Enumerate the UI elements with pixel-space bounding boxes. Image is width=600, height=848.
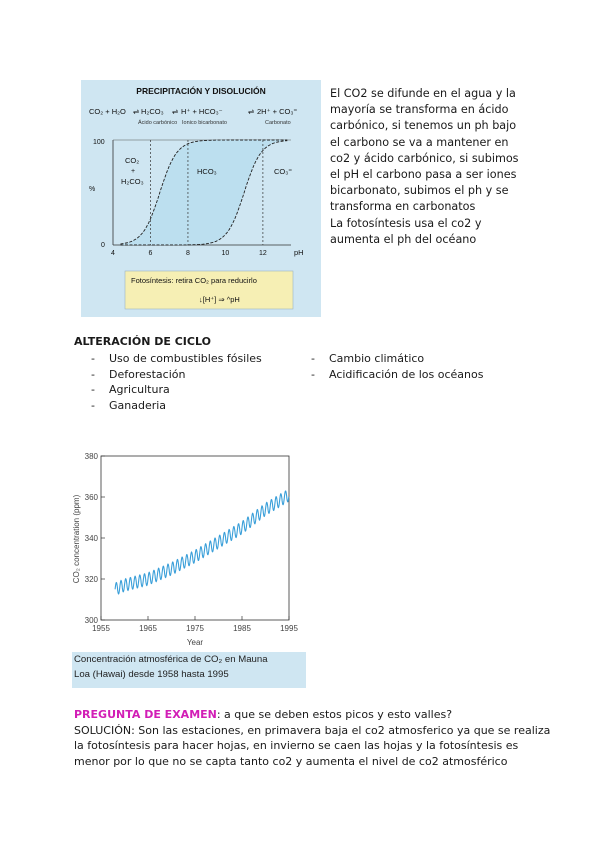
- paragraph-line: transforma en carbonatos: [330, 200, 476, 214]
- ph-tick-10: 10: [221, 250, 230, 257]
- x-tick-1975: 1975: [186, 624, 204, 633]
- y-axis-label: %: [89, 186, 96, 193]
- region-co3: CO₃⁼: [274, 167, 293, 176]
- paragraph-line: el pH el carbono pasa a ser iones: [330, 168, 517, 182]
- region-plus: +: [131, 168, 136, 175]
- paragraph-line: aumenta el ph del océano: [330, 232, 477, 246]
- label-carbonato: Carbonato: [265, 120, 291, 126]
- y-tick-380: 380: [84, 452, 98, 461]
- y-tick-360: 360: [84, 493, 98, 502]
- eq-arrow-2: ⇌: [172, 107, 179, 116]
- list-item: - Ganaderia: [91, 398, 262, 414]
- eq-arrow-3: ⇌: [248, 107, 255, 116]
- ph-tick-12: 12: [258, 250, 267, 257]
- ph-speciation-figure: [81, 80, 321, 317]
- solution-line: SOLUCIÓN: Son las estaciones, en primavera baja el co2 atmosferico ya que se realiza: [74, 723, 551, 737]
- inset-rest: retira CO₂ para reducirlo: [175, 276, 257, 285]
- y-bottom-label: 0: [101, 242, 105, 249]
- ph-tick-6: 6: [148, 250, 153, 257]
- paragraph-line: bicarbonato, subimos el ph y se: [330, 184, 509, 198]
- alteration-list-right: [311, 351, 483, 382]
- eq-arrow-1: ⇌: [133, 107, 140, 116]
- paragraph-line: co2 y ácido carbónico, si subimos: [330, 151, 519, 165]
- exam-question-text: : a que se deben estos picos y esto valles?: [216, 708, 453, 721]
- region-h2co3: H₂CO₃: [121, 177, 144, 186]
- inset-line2: ↓[H⁺] ⇒ ^pH: [199, 295, 240, 304]
- inset-prefix: Fotosíntesis:: [131, 276, 174, 285]
- ph-ticks: [111, 250, 267, 257]
- list-item: - Cambio climático: [311, 351, 483, 367]
- solution-line: la fotosíntesis para hacer hojas, en invierno se caen las hojas y la fotosíntesis es: [74, 739, 519, 753]
- paragraph-line: El CO2 se difunde en el agua y la: [330, 87, 516, 100]
- paragraph-line: carbónico, si tenemos un ph bajo: [330, 119, 517, 133]
- alteration-list-left: [91, 351, 262, 414]
- eq-h2co3: H₂CO₃: [141, 107, 164, 116]
- y-tick-340: 340: [84, 534, 98, 543]
- x-tick-1985: 1985: [233, 624, 251, 633]
- speciation-curves: [121, 140, 288, 245]
- keeling-curve-figure: [70, 447, 308, 685]
- label-ionico: Ionico bicarbonato: [182, 120, 227, 126]
- x-axis-label: pH: [294, 248, 304, 257]
- keeling-curve-chart: [70, 447, 308, 652]
- exam-question: [74, 707, 554, 723]
- region-co2: CO₂: [125, 156, 140, 165]
- list-item: - Uso de combustibles fósiles: [91, 351, 262, 367]
- figure1-title: PRECIPITACIÓN Y DISOLUCIÓN: [136, 86, 266, 96]
- ph-tick-8: 8: [185, 250, 190, 257]
- inset-line1: [131, 276, 257, 285]
- co2-dissolution-explanation: [330, 86, 545, 248]
- caption-line: Concentración atmosférica de CO₂ en Mauna: [74, 654, 268, 665]
- list-item: - Acidificación de los océanos: [311, 367, 483, 383]
- eq-h2-co3: 2H⁺ + CO₃⁼: [257, 107, 298, 116]
- solution-line: menor por lo que no se capta tanto co2 y aumenta el nivel de co2 atmosférico: [74, 754, 508, 768]
- caption-line: Loa (Hawai) desde 1958 hasta 1995: [74, 668, 229, 680]
- y-top-label: 100: [93, 139, 105, 146]
- y-axis-label: CO₂ concentration (ppm): [72, 494, 81, 584]
- ph-speciation-chart: [81, 80, 321, 317]
- x-tick-1965: 1965: [139, 624, 157, 633]
- section-heading: ALTERACIÓN DE CICLO: [74, 335, 211, 348]
- region-hco3: HCO₃: [197, 167, 217, 176]
- ph-tick-4: 4: [111, 250, 115, 257]
- exam-label: PREGUNTA DE EXAMEN: [74, 708, 217, 721]
- y-tick-300: 300: [84, 616, 98, 625]
- paragraph-line: La fotosíntesis usa el co2 y: [330, 216, 482, 230]
- figure-caption: [72, 652, 306, 688]
- eq-co2-h2o: CO₂ + H₂O: [89, 107, 126, 116]
- list-item: - Deforestación: [91, 367, 262, 383]
- x-tick-1995: 1995: [280, 624, 298, 633]
- x-tick-1955: 1955: [92, 624, 110, 633]
- label-acido: Ácido carbónico: [138, 120, 178, 126]
- paragraph-line: el carbono se va a mantener en: [330, 135, 509, 149]
- x-axis-label: Year: [186, 638, 204, 647]
- list-item: - Agricultura: [91, 382, 262, 398]
- paragraph-line: mayoría se transforma en ácido: [330, 103, 509, 117]
- eq-h-hco3: H⁺ + HCO₃⁻: [181, 107, 223, 116]
- plot-frame: [101, 456, 289, 620]
- exam-question-block: [74, 707, 554, 769]
- y-tick-320: 320: [84, 575, 98, 584]
